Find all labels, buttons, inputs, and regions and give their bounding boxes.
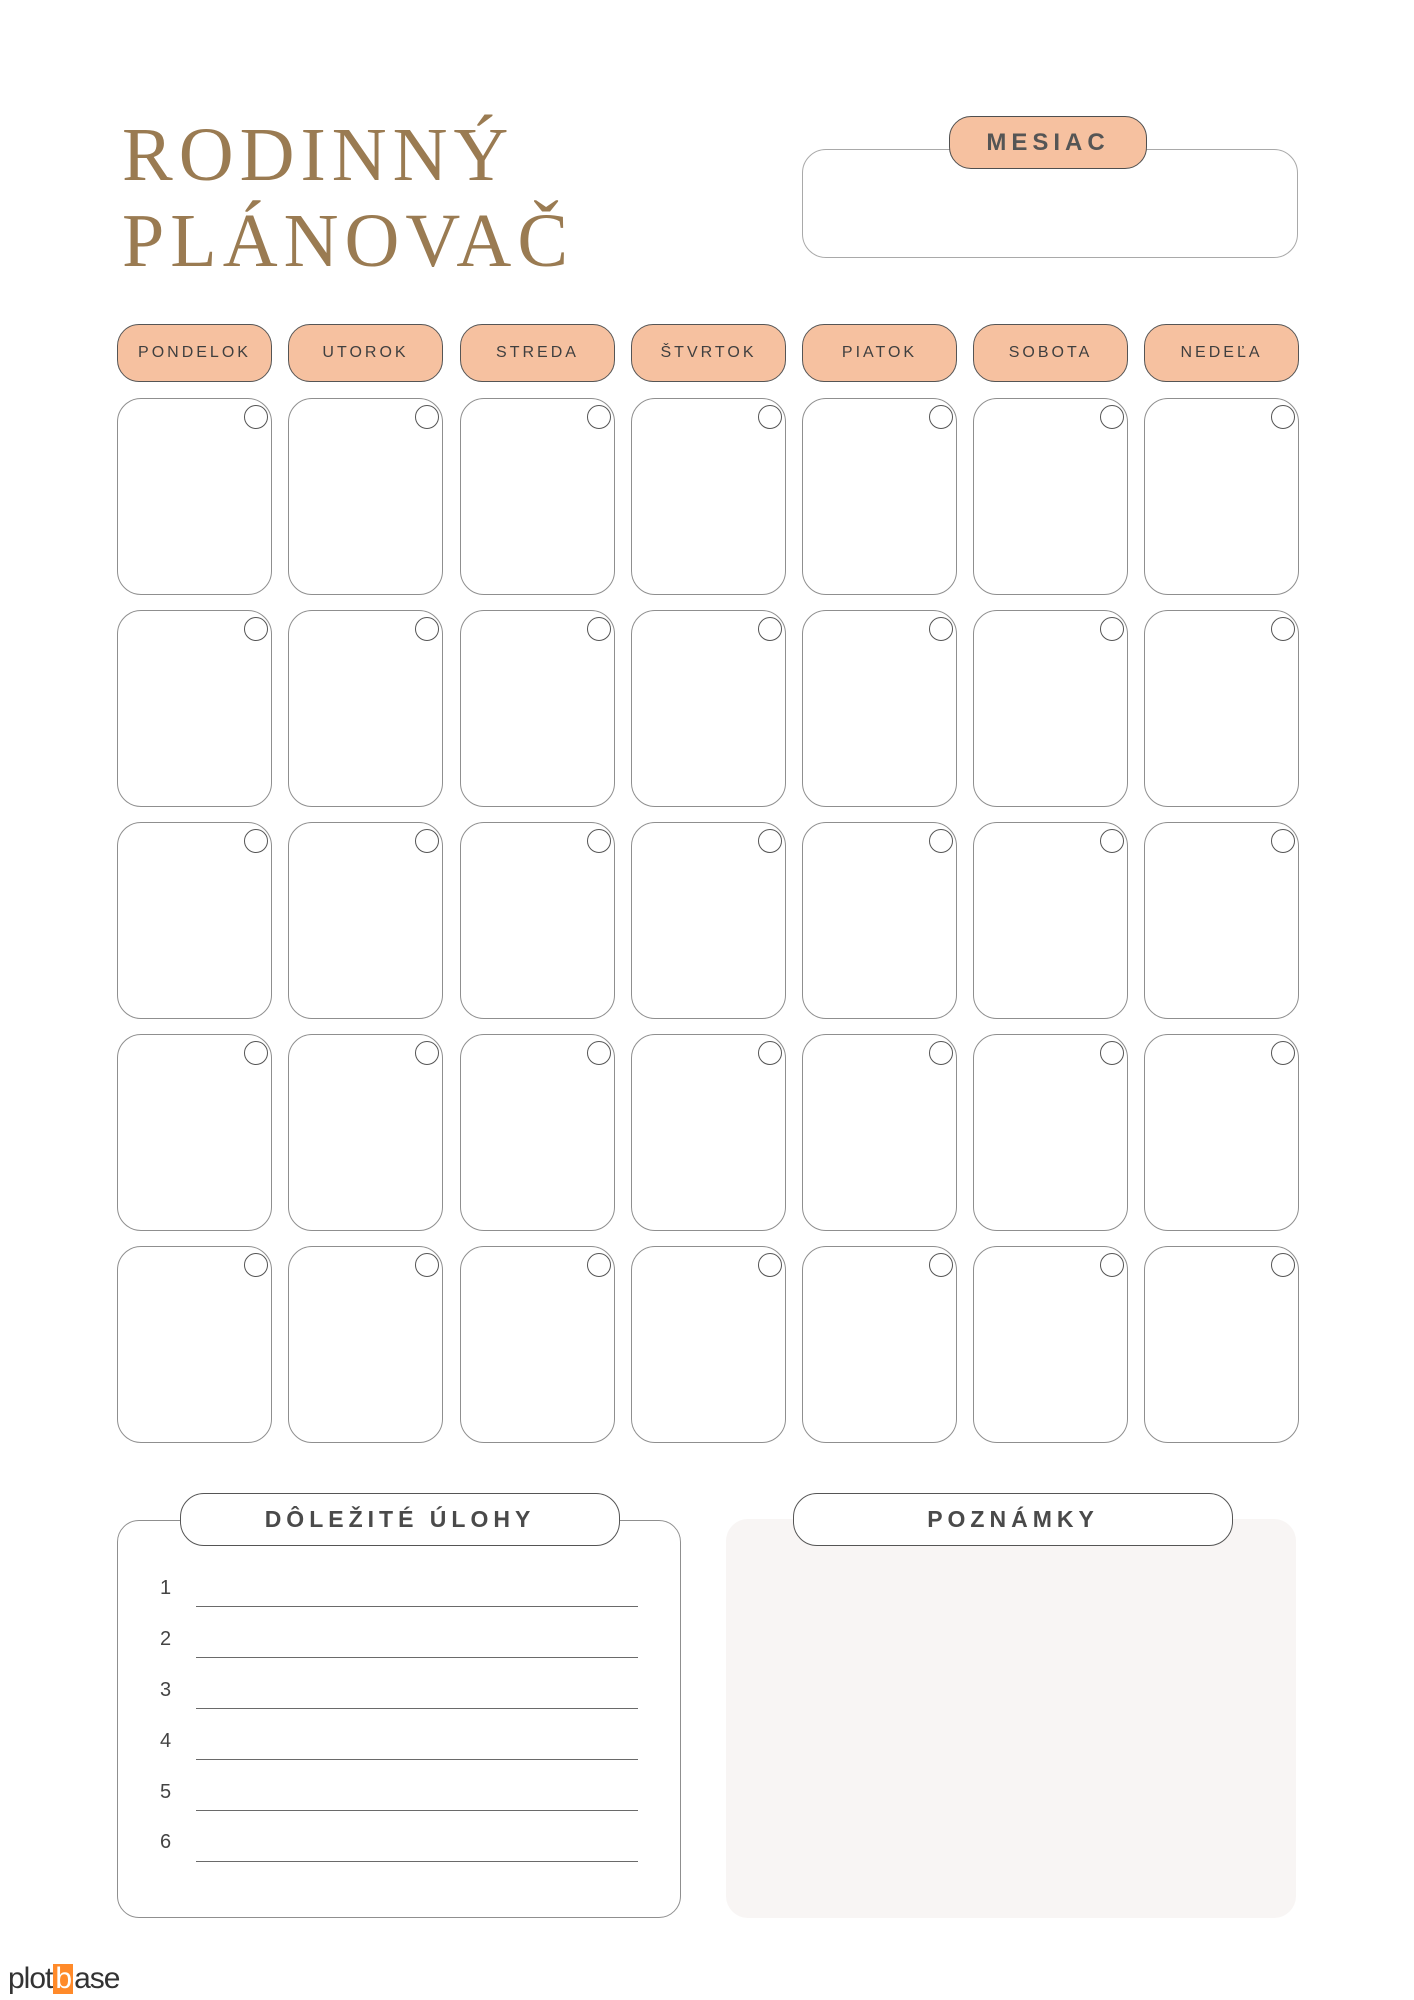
task-number: 5 bbox=[160, 1781, 172, 1803]
day-checkbox[interactable] bbox=[929, 405, 953, 429]
day-checkbox[interactable] bbox=[758, 405, 782, 429]
logo-text-part3: ase bbox=[74, 1962, 120, 1995]
day-checkbox[interactable] bbox=[929, 829, 953, 853]
day-checkbox[interactable] bbox=[1271, 405, 1295, 429]
day-header-streda: STREDA bbox=[460, 324, 615, 382]
day-checkbox[interactable] bbox=[587, 1253, 611, 1277]
task-number: 2 bbox=[160, 1628, 172, 1650]
calendar-day-cell[interactable] bbox=[460, 1034, 615, 1231]
day-checkbox[interactable] bbox=[929, 1253, 953, 1277]
calendar-day-cell[interactable] bbox=[460, 822, 615, 1019]
day-checkbox[interactable] bbox=[1100, 405, 1124, 429]
day-header-pondelok: PONDELOK bbox=[117, 324, 272, 382]
day-checkbox[interactable] bbox=[587, 829, 611, 853]
calendar-day-cell[interactable] bbox=[117, 1034, 272, 1231]
day-checkbox[interactable] bbox=[244, 1041, 268, 1065]
day-checkbox[interactable] bbox=[415, 405, 439, 429]
calendar-day-cell[interactable] bbox=[288, 398, 443, 595]
calendar-day-cell[interactable] bbox=[973, 822, 1128, 1019]
notes-title: POZNÁMKY bbox=[793, 1493, 1233, 1546]
task-line[interactable] bbox=[196, 1810, 638, 1811]
calendar-day-cell[interactable] bbox=[802, 398, 957, 595]
calendar-day-cell[interactable] bbox=[288, 822, 443, 1019]
task-line[interactable] bbox=[196, 1708, 638, 1709]
day-checkbox[interactable] bbox=[587, 1041, 611, 1065]
day-checkbox[interactable] bbox=[415, 1041, 439, 1065]
calendar-day-cell[interactable] bbox=[631, 822, 786, 1019]
task-number: 3 bbox=[160, 1679, 172, 1701]
calendar-day-cell[interactable] bbox=[460, 610, 615, 807]
calendar-day-cell[interactable] bbox=[631, 398, 786, 595]
calendar-day-cell[interactable] bbox=[802, 1034, 957, 1231]
day-header-stvrtok: ŠTVRTOK bbox=[631, 324, 786, 382]
month-label: MESIAC bbox=[949, 116, 1147, 169]
day-header-nedela: NEDEĽA bbox=[1144, 324, 1299, 382]
calendar-day-cell[interactable] bbox=[1144, 822, 1299, 1019]
day-checkbox[interactable] bbox=[244, 405, 268, 429]
day-checkbox[interactable] bbox=[415, 1253, 439, 1277]
calendar-day-cell[interactable] bbox=[117, 610, 272, 807]
logo-text-part1: plot bbox=[8, 1962, 53, 1995]
title-line-1: RODINNÝ bbox=[122, 113, 515, 197]
calendar-day-cell[interactable] bbox=[802, 1246, 957, 1443]
day-checkbox[interactable] bbox=[1100, 617, 1124, 641]
calendar-day-cell[interactable] bbox=[802, 610, 957, 807]
day-checkbox[interactable] bbox=[1100, 1041, 1124, 1065]
plotbase-logo bbox=[8, 1962, 119, 1996]
day-checkbox[interactable] bbox=[758, 1253, 782, 1277]
calendar-day-cell[interactable] bbox=[288, 1246, 443, 1443]
task-line[interactable] bbox=[196, 1861, 638, 1862]
day-checkbox[interactable] bbox=[244, 829, 268, 853]
day-checkbox[interactable] bbox=[1100, 1253, 1124, 1277]
day-checkbox[interactable] bbox=[758, 1041, 782, 1065]
day-checkbox[interactable] bbox=[415, 617, 439, 641]
calendar-day-cell[interactable] bbox=[460, 1246, 615, 1443]
calendar-day-cell[interactable] bbox=[117, 398, 272, 595]
calendar-day-cell[interactable] bbox=[973, 398, 1128, 595]
day-header-utorok: UTOROK bbox=[288, 324, 443, 382]
day-header-piatok: PIATOK bbox=[802, 324, 957, 382]
day-checkbox[interactable] bbox=[587, 405, 611, 429]
calendar-day-cell[interactable] bbox=[1144, 1246, 1299, 1443]
day-checkbox[interactable] bbox=[1100, 829, 1124, 853]
calendar-day-cell[interactable] bbox=[631, 610, 786, 807]
calendar-day-cell[interactable] bbox=[631, 1246, 786, 1443]
calendar-day-cell[interactable] bbox=[973, 1034, 1128, 1231]
day-checkbox[interactable] bbox=[1271, 829, 1295, 853]
calendar-day-cell[interactable] bbox=[631, 1034, 786, 1231]
calendar-day-cell[interactable] bbox=[802, 822, 957, 1019]
page-title bbox=[122, 112, 574, 284]
logo-text-part2: b bbox=[55, 1962, 72, 1995]
day-checkbox[interactable] bbox=[758, 829, 782, 853]
calendar-day-cell[interactable] bbox=[117, 1246, 272, 1443]
calendar-day-cell[interactable] bbox=[1144, 610, 1299, 807]
title-line-2: PLÁNOVAČ bbox=[122, 199, 575, 283]
calendar-day-cell[interactable] bbox=[460, 398, 615, 595]
notes-area[interactable] bbox=[726, 1519, 1296, 1918]
calendar-day-cell[interactable] bbox=[1144, 1034, 1299, 1231]
day-checkbox[interactable] bbox=[1271, 1253, 1295, 1277]
calendar-day-cell[interactable] bbox=[973, 610, 1128, 807]
calendar-day-cell[interactable] bbox=[973, 1246, 1128, 1443]
task-number: 4 bbox=[160, 1730, 172, 1752]
day-checkbox[interactable] bbox=[1271, 1041, 1295, 1065]
calendar-day-cell[interactable] bbox=[1144, 398, 1299, 595]
task-line[interactable] bbox=[196, 1657, 638, 1658]
important-tasks-box bbox=[117, 1520, 681, 1918]
day-checkbox[interactable] bbox=[1271, 617, 1295, 641]
task-line[interactable] bbox=[196, 1606, 638, 1607]
day-checkbox[interactable] bbox=[244, 617, 268, 641]
task-line[interactable] bbox=[196, 1759, 638, 1760]
day-checkbox[interactable] bbox=[415, 829, 439, 853]
important-tasks-title: DÔLEŽITÉ ÚLOHY bbox=[180, 1493, 620, 1546]
day-checkbox[interactable] bbox=[929, 617, 953, 641]
task-number: 6 bbox=[160, 1831, 172, 1853]
day-checkbox[interactable] bbox=[929, 1041, 953, 1065]
day-checkbox[interactable] bbox=[758, 617, 782, 641]
day-header-sobota: SOBOTA bbox=[973, 324, 1128, 382]
calendar-day-cell[interactable] bbox=[117, 822, 272, 1019]
day-checkbox[interactable] bbox=[244, 1253, 268, 1277]
calendar-day-cell[interactable] bbox=[288, 610, 443, 807]
calendar-day-cell[interactable] bbox=[288, 1034, 443, 1231]
task-number: 1 bbox=[160, 1577, 172, 1599]
day-checkbox[interactable] bbox=[587, 617, 611, 641]
